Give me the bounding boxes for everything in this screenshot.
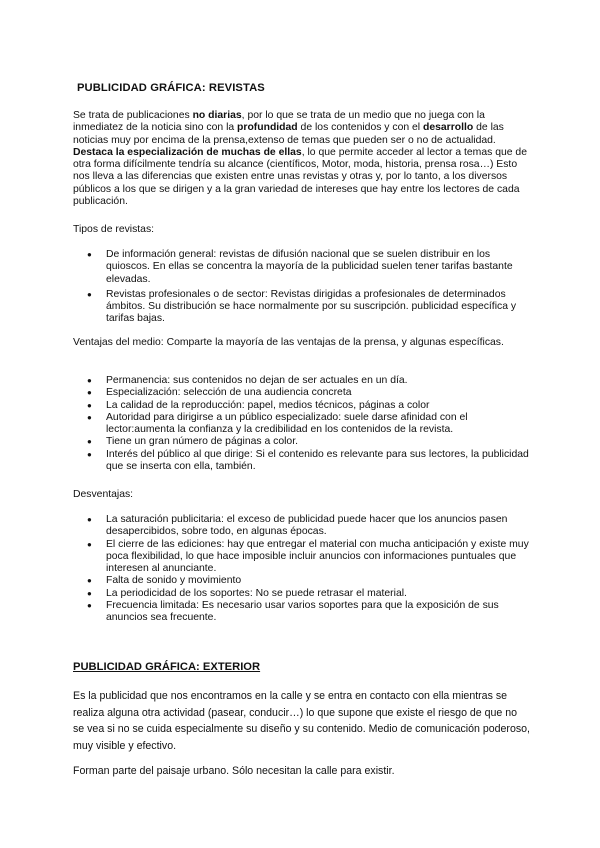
exterior-paragraph-1: Es la publicidad que nos encontramos en la calle y se entra en contacto con ella mientras se realiza alguna otra actividad (pasear, conducir…) lo que supone que existe el riesgo de que no se vea si no se cuida especialmente su diseño y su contenido. Medio de comunicación poderoso, muy visible y efectivo. [73,690,530,752]
list-item: ● Revistas profesionales o de sector: Revistas dirigidas a profesionales de determinados ámbitos. Su distribución se hace normalmente por su suscripción. publicidad específica y tarifas bajas. [73,289,531,326]
exterior-paragraph-2: Forman parte del paisaje urbano. Sólo necesitan la calle para existir. [73,765,395,777]
list-item: ● Interés del público al que dirige: Si el contenido es relevante para sus lectores, la publicidad que se inserta con ella, también. [73,449,531,474]
section-title-exterior: PUBLICIDAD GRÁFICA: EXTERIOR [73,661,261,673]
ventajas-list [73,375,531,473]
list-item: ● Permanencia: sus contenidos no dejan de ser actuales en un día. [73,375,531,387]
intro-bold-4: Destaca la especialización de muchas de ellas [73,146,302,158]
intro-bold-3: desarrollo [423,122,474,134]
list-item: ● Frecuencia limitada: Es necesario usar varios soportes para que la exposición de sus anuncios sea frecuente. [73,600,531,625]
list-item: ● Autoridad para dirigirse a un público especializado: suele darse afinidad con el lector:aumenta la confianza y la credibilidad en los contenidos de la revista. [73,412,531,437]
intro-text-4: de las noticias muy por encima de la prensa,extenso de temas que pueden ser o no de actualidad. [73,122,504,146]
ventajas-label: Ventajas del medio: Comparte la mayoría de las ventajas de la prensa, y algunas específicas. [73,337,504,348]
list-item: ● Tiene un gran número de páginas a color. [73,436,531,448]
intro-text-3: de los contenidos y con el [297,122,423,134]
tipos-label: Tipos de revistas: [73,224,155,235]
intro-text-2: , por lo que se trata de un medio que no juega con la inmediatez de la noticia sino con la [73,110,485,134]
intro-bold-1: no diarias [192,110,242,121]
tipos-list [73,249,531,326]
intro-text-5: , lo que permite acceder al lector a temas que de otra forma difícilmente tendría su alcance (científicos, Motor, moda, historia, prensa rosa…) Esto nos lleva a las diferencias que existen entre unas revistas y otras y, por lo tanto, a los diversos públicos a los que se dirigen y a la gran variedad de intereses que hay entre los lectores de cada publicación. [73,146,527,208]
list-item: ● Falta de sonido y movimiento [73,575,531,587]
list-item: ● La calidad de la reproducción: papel, medios técnicos, páginas a color [73,400,531,412]
section-title-revistas: PUBLICIDAD GRÁFICA: REVISTAS [77,82,265,94]
list-item: ● Especialización: selección de una audiencia concreta [73,387,531,399]
intro-paragraph [73,110,531,208]
list-item: ● La periodicidad de los soportes: No se puede retrasar el material. [73,588,531,600]
list-item: ● La saturación publicitaria: el exceso de publicidad puede hacer que los anuncios pasen desapercibidos, sobre todo, en algunas épocas. [73,514,531,539]
list-item: ● El cierre de las ediciones: hay que entregar el material con mucha anticipación y existe muy poca flexibilidad, lo que hace imposible incluir anuncios con informaciones puntuales que interesen al anunciante. [73,539,531,576]
desventajas-list [73,514,531,625]
intro-text-1: Se trata de publicaciones [73,110,193,121]
desventajas-label: Desventajas: [73,489,134,500]
list-item: ● De información general: revistas de difusión nacional que se suelen distribuir en los quioscos. En ellas se concentra la mayoría de la publicidad suelen tener tarifas bastante elevadas. [73,249,531,286]
intro-bold-2: profundidad [237,122,298,134]
